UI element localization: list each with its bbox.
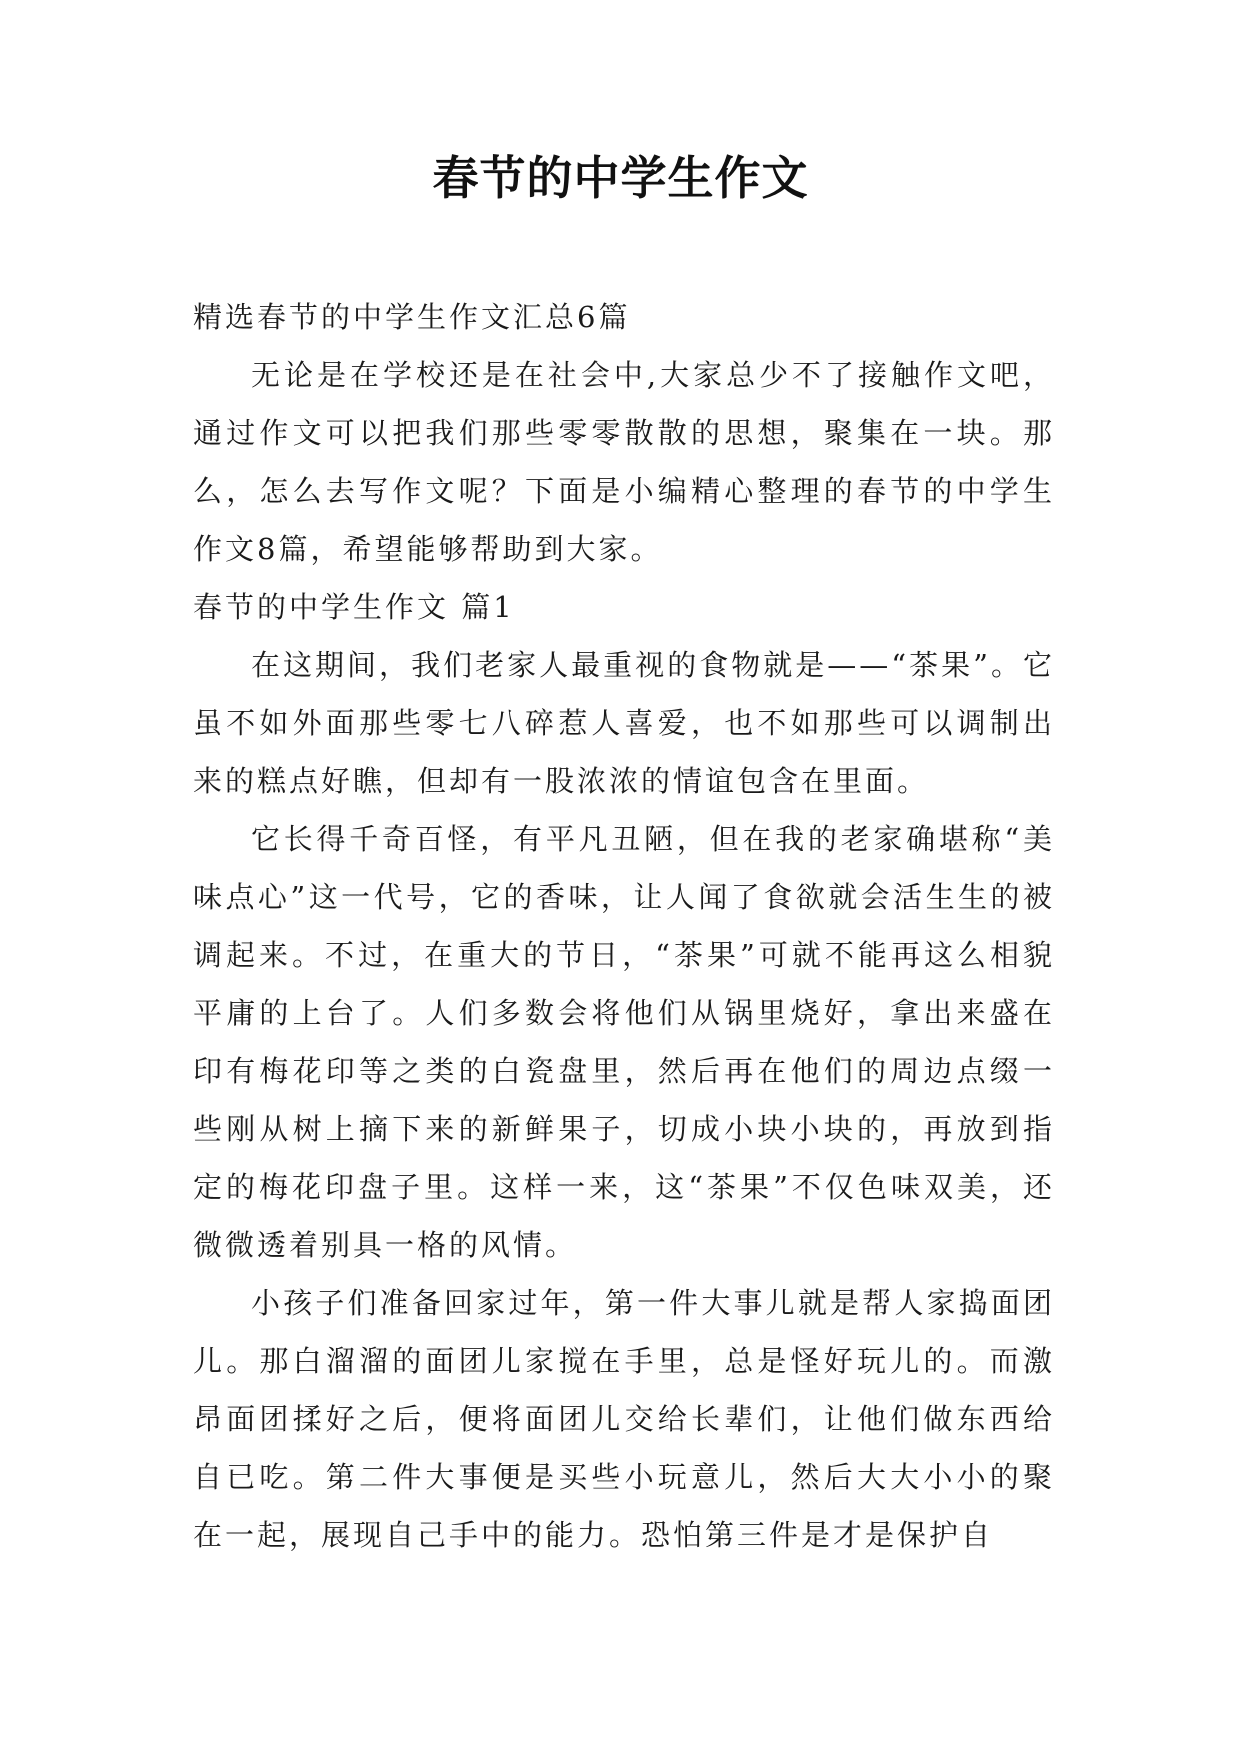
section-heading: 春节的中学生作文 篇1 <box>193 590 515 624</box>
body-paragraph-2: 它长得千奇百怪，有平凡丑陋，但在我的老家确堪称“美味点心”这一代号，它的香味，让人闻了食欲就会活生生的被调起来。不过，在重大的节日，“茶果”可就不能再这么相貌平庸的上台了。人们多数会将他们从锅里烧好，拿出来盛在印有梅花印等之类的白瓷盘里，然后再在他们的周边点缀一些刚从树上摘下来的新鲜果子，切成小块小块的，再放到指定的梅花印盘子里。这样一来，这“茶果”不仅色味双美，还微微透着别具一格的风情。 <box>193 822 1055 1262</box>
document-title: 春节的中学生作文 <box>432 151 809 205</box>
body-paragraph-3: 小孩子们准备回家过年，第一件大事儿就是帮人家捣面团儿。那白溜溜的面团儿家搅在手里，总是怪好玩儿的。而激昂面团揉好之后，便将面团儿交给长辈们，让他们做东西给自已吃。第二件大事便是买些小玩意儿，然后大大小小的聚在一起，展现自己手中的能力。恐怕第三件是才是保护自 <box>193 1286 1055 1552</box>
intro-paragraph: 无论是在学校还是在社会中,大家总少不了接触作文吧，通过作文可以把我们那些零零散散的思想，聚集在一块。那么，怎么去写作文呢？下面是小编精心整理的春节的中学生作文8篇，希望能够帮助到大家。 <box>193 358 1055 566</box>
document-subtitle: 精选春节的中学生作文汇总6篇 <box>193 300 631 334</box>
document-body <box>193 288 1055 1564</box>
body-paragraph-1: 在这期间，我们老家人最重视的食物就是——“茶果”。它虽不如外面那些零七八碎惹人喜爱，也不如那些可以调制出来的糕点好瞧，但却有一股浓浓的情谊包含在里面。 <box>193 648 1055 798</box>
